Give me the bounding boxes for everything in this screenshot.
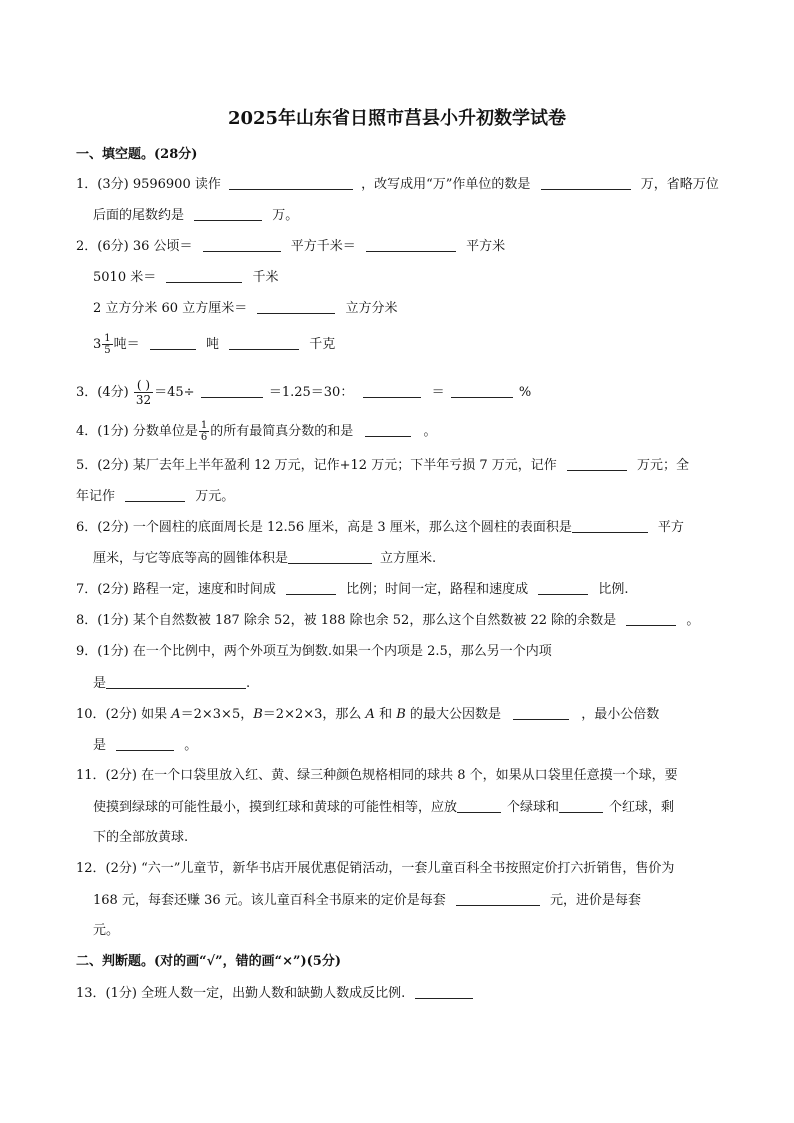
- question-5-cont: 年记作 万元。: [76, 489, 235, 504]
- answer-blank[interactable]: [567, 456, 627, 471]
- question-6-cont: 厘米，与它等底等高的圆锥体积是 立方厘米.: [93, 551, 437, 566]
- answer-blank[interactable]: [365, 422, 411, 437]
- fraction: $\frac{( )}{32}$: [135, 378, 152, 407]
- question-6: 6．(2分) 一个圆柱的底面周长是 12.56 厘米，高是 3 厘米，那么这个圆柱的表面积是 平方: [76, 520, 684, 535]
- question-1-cont: 后面的尾数约是 万。: [93, 208, 299, 223]
- question-11-line-3: 下的全部放黄球.: [93, 830, 189, 845]
- answer-blank[interactable]: [559, 798, 603, 813]
- question-12-line-3: 元。: [93, 923, 120, 938]
- question-2-line-2: 5010 米＝ 千米: [93, 270, 279, 285]
- question-11-line-2: 使摸到绿球的可能性最小，摸到红球和黄球的可能性相等，应放 个绿球和 个红球，剩: [93, 800, 675, 815]
- answer-blank[interactable]: [363, 383, 421, 398]
- question-1: 1．(3分) 9596900 读作 ，改写成用“万”作单位的数是 万，省略万位: [76, 177, 719, 192]
- question-9-cont: 是 .: [93, 676, 251, 691]
- question-8: 8．(1分) 某个自然数被 187 除余 52，被 188 除也余 52，那么这个自然数被 22 除的余数是 。: [76, 613, 700, 628]
- question-2-line-4: 3 $\frac{1}{5}$ 吨＝ 吨 千克: [93, 333, 336, 356]
- answer-blank[interactable]: [538, 580, 588, 595]
- question-3: 3．(4分) $\frac{( )}{32}$ ＝45÷ ＝1.25＝30： ＝ %: [76, 378, 532, 407]
- answer-blank[interactable]: [166, 268, 242, 283]
- answer-blank[interactable]: [106, 674, 246, 689]
- answer-blank[interactable]: [456, 891, 540, 906]
- question-2-line-3: 2 立方分米 60 立方厘米＝ 立方分米: [93, 301, 398, 316]
- answer-blank[interactable]: [229, 175, 353, 190]
- fraction: $\frac{1}{6}$: [200, 420, 208, 443]
- question-11: 11．(2分) 在一个口袋里放入红、黄、绿三种颜色规格相同的球共 8 个，如果从口袋里任意摸一个球，要: [76, 768, 678, 783]
- mixed-fraction: $\frac{1}{5}$: [104, 333, 111, 356]
- question-10-cont: 是 。: [93, 738, 198, 753]
- answer-blank[interactable]: [626, 611, 676, 626]
- answer-blank[interactable]: [257, 299, 335, 314]
- answer-blank[interactable]: [201, 383, 263, 398]
- question-13: 13．(1分) 全班人数一定，出勤人数和缺勤人数成反比例.: [76, 984, 479, 1003]
- answer-blank[interactable]: [366, 237, 456, 252]
- answer-blank[interactable]: [150, 335, 196, 350]
- answer-blank[interactable]: [457, 798, 501, 813]
- question-7: 7．(2分) 路程一定，速度和时间成 比例；时间一定，路程和速度成 比例.: [76, 582, 629, 597]
- question-10: 10．(2分) 如果 A＝2×3×5，B＝2×2×3，那么 A 和 B 的最大公因数是 ，最小公倍数: [76, 707, 660, 722]
- answer-blank[interactable]: [451, 383, 513, 398]
- question-12-line-2: 168 元，每套还赚 36 元。该儿童百科全书原来的定价是每套 元，进价是每套: [93, 893, 642, 908]
- answer-blank[interactable]: [288, 549, 372, 564]
- question-2: 2．(6分) 36 公顷＝ 平方千米＝ 平方米: [76, 239, 506, 254]
- answer-blank[interactable]: [203, 237, 281, 252]
- answer-blank[interactable]: [541, 175, 631, 190]
- page-title: 2025年山东省日照市莒县小升初数学试卷: [227, 108, 567, 129]
- answer-blank[interactable]: [194, 206, 262, 221]
- answer-blank[interactable]: [125, 487, 185, 502]
- question-12: 12．(2分) “六一”儿童节，新华书店开展优惠促销活动，一套儿童百科全书按照定价打六折销售，售价为: [76, 861, 675, 876]
- question-5: 5．(2分) 某厂去年上半年盈利 12 万元，记作+12 万元；下半年亏损 7 万元，记作 万元；全: [76, 458, 690, 473]
- answer-blank[interactable]: [116, 736, 174, 751]
- section-true-false-heading: 二、判断题。(对的画“√”，错的画“×”)(5分): [76, 954, 341, 969]
- answer-blank[interactable]: [229, 335, 299, 350]
- answer-blank[interactable]: [286, 580, 336, 595]
- answer-blank[interactable]: [415, 984, 473, 999]
- answer-blank[interactable]: [572, 518, 648, 533]
- section-fill-in-heading: 一、填空题。(28分): [76, 147, 198, 162]
- question-9: 9．(1分) 在一个比例中，两个外项互为倒数.如果一个内项是 2.5，那么另一个内项: [76, 644, 552, 659]
- answer-blank[interactable]: [513, 705, 569, 720]
- question-4: 4．(1分) 分数单位是 $\frac{1}{6}$ 的所有最简真分数的和是 。: [76, 420, 437, 443]
